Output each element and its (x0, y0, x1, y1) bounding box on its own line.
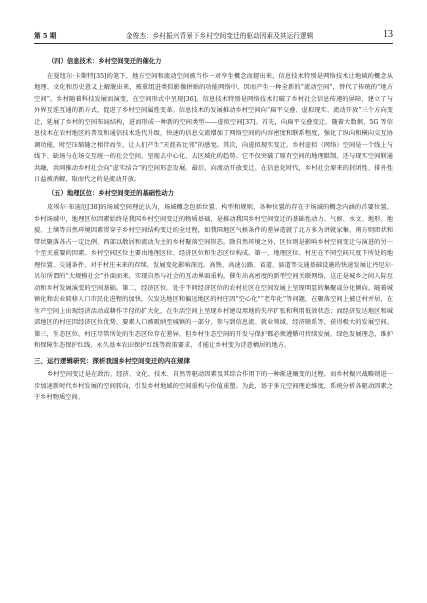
paragraph-geographic-location: 皮埃尔·布迪厄[38]的场域空间理论认为，场域概念包括位置、构型和规则，各种位置的存在于场域的概念内涵的首要位置。乡村场域中，地理区位因素始终是我国乡村空间变迁的物质基础，是推动我国乡村空间变迁的基础性动力。气候、水文、地形、地貌、土壤等自然环境因素贯穿于乡村空间结构变迁的全过程，如我国地区气候条件的差异造就了北方多为讲就家集、南方则团状和带状聚落各占一定比例、西部以散居和流动为主的乡村聚落空间形态。除自然环境之外，区位则是影响乡村空间变迁与演进的另一个至关重要的因素。乡村空间区位主要由地理区位、经济区位和生态区位构成。第一，地理区位。村庄在不同空间尺度下所处的地理位置、交通条件，对于村庄未来的存续、发展变化影响深远。高铁、高速公路、省道、县道等交通基础设施的快速发展让丹尼尔·贝尔所谓的“大规模社会”扑面而来。实现自然与社会的互动界面重构，催生出高密度的新型空间关联网络，这正是城乡之间人际互动和乡村发展演变的空间基础。第二，经济区位。处于不同经济区位的农村社区在空间发展上呈现明显的集聚或分化倾向。随着城镇化和农业转移人口市民化进程的加快，欠发达地区和偏远地区的村庄因“空心化”“老年化”等问题，在聚落空间上被迁村并居，在生产空间上出现经济活动或耕作半径的扩大化，在生活空间上呈现乡村建设用地的失序扩张和利用低效状态；而经济发达地区和城郊地区的村庄因经济区位优势，要素人口被吸纳至城镇的一部分，参与到信息流、就业领域、经济联系等，获得极大的发展空间。第三，生态区位。村庄尽管所处的生态区位存在差异，但乡村生态空间的开发与保护都必须遵循可持续发展、绿色发展理念，维护和保障生态保护红线、永久基本农田保护红线等政策要求，才能让乡村变为诗意栖居的地方。 (34, 204, 393, 349)
subsection-heading-information-technology: （四）信息技术：乡村空间变迁的催化力 (48, 58, 162, 65)
running-title: 金俊杰：乡村振兴背景下乡村空间变迁的驱动因素及其运行逻辑 (125, 32, 314, 40)
paragraph-operating-logic: 乡村空间变迁是在政治、经济、文化、技术、自然等驱动因素及其综合作用下的一种渐进嬗变的过程。而乡村振兴战略则进一步加速新时代乡村发展的空间转向，引发乡村地域的空间重构与价值重塑。为此，基于多元空间理论维度，系统分析各驱动因素之于乡村物质空间、 (34, 371, 393, 401)
issue-label: 第 5 期 (34, 32, 57, 40)
subsection-heading-geographic-location: （五）地理区位：乡村空间变迁的基础性动力 (48, 189, 174, 197)
paragraph-information-technology: 在曼纽尔·卡斯特[35]的笔下，地方空间和流动空间被当作一对孪生概念而提出来，信息技术特别是网络技术让地域的概念从地理、文化和历史意义上解脱出来，被重组进类似影像拼贴的功能网络中，因而产生一种全新的“流动空间”，替代了传统的“地方空间”。乡村随着科技发展而演变，在空间形式中呈现[36]。信息技术特别是网络技术打破了乡村社会信息传递的屏障，建立了与外界互连互通的新方式，促进了乡村空间属性变革。信息技术的发展推动乡村空间向“扁平交叠、虚拟现实、流动开放”三个方向变迁，延展了乡村的空间布局结构，进而形成一种新的空间类型——虚拟空间[37]。首先，向扁平交叠变迁。随着大数据、5G 等信息技术在农村地区的普及和通信技术迭代升级，快速的信息交流增加了网络空间的内容密度和联系程度，强化了纵向和横向交互协调功能，时空压缩随之相伴而生，让人们产生“天涯若比邻”的感觉。其次，向虚拟现实变迁。乡村虚拟（网络）空间是一个线上与线下、缺场与在场交互统一的社会空间，呈现去中心化、去区域化的趋势。它不仅突破了原有空间的地理限制，还与现实空间联通共融，共同推动乡村社会向“虚实结合”的空间形态发展。最后，向流动开放变迁。在信息化时代，乡村社会原来的封闭性、排外性日益被消解，取而代之的是流动开放。 (34, 72, 393, 183)
section-heading-operating-logic: 三、运行逻辑研究：探析我国乡村空间变迁的内在规律 (34, 356, 190, 365)
running-header (34, 18, 393, 40)
article-body (34, 54, 393, 404)
header-divider (34, 43, 393, 44)
page-number: 13 (383, 29, 393, 40)
